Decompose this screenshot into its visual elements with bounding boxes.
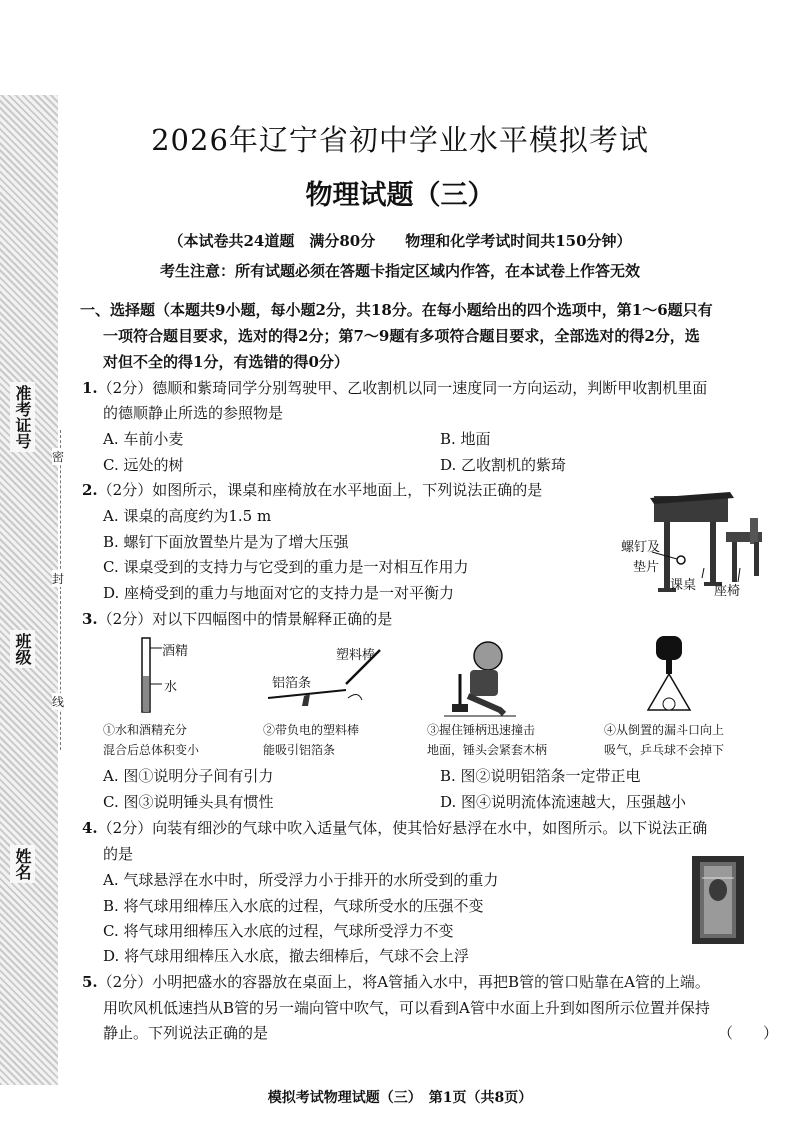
screw-label-line1: 螺钉及 [621, 540, 661, 555]
section-heading-line3: 对但不全的得1分，有选错的得0分） [103, 353, 349, 371]
caption-2-line1: ②带负电的塑料棒 [263, 723, 360, 737]
balloon-in-water-figure [692, 856, 744, 944]
seal-mark-bottom: 线 [52, 695, 65, 709]
question-number: 1. [82, 379, 98, 397]
exam-notice: 考生注意：所有试题必须在答题卡指定区域内作答，在本试卷上作答无效 [159, 262, 640, 280]
question-stem: （2分）如图所示，课桌和座椅放在水平地面上，下列说法正确的是 [97, 481, 543, 499]
question-stem: （2分）小明把盛水的容器放在桌面上，将A管插入水中，再把B管的管口贴靠在A管的上端。 [97, 973, 710, 991]
exam-subtitle: 物理试题（三） [305, 180, 495, 211]
option-2b: B. 螺钉下面放置垫片是为了增大压强 [103, 533, 349, 551]
class-label: 班级 [10, 630, 35, 668]
option-3c: C. 图③说明锤头具有惯性 [103, 793, 274, 811]
name-label: 姓名 [10, 845, 35, 883]
option-4b: B. 将气球用细棒压入水底的过程，气球所受水的压强不变 [103, 897, 484, 915]
question-5-stem-line2: 用吹风机低速挡从B管的另一端向管中吹气，可以看到A管中水面上升到如图所示位置并保持 [103, 999, 710, 1017]
caption-4-line1: ④从倒置的漏斗口向上 [604, 723, 725, 737]
option-2a: A. 课桌的高度约为1.5 m [103, 507, 272, 525]
alcohol-label: 酒精 [162, 644, 189, 659]
answer-bracket: （ ） [718, 1024, 779, 1042]
exam-number-label: 准考证号 [10, 382, 35, 452]
question-stem: （2分）德顺和紫琦同学分别驾驶甲、乙收割机以同一速度同一方向运动，判断甲收割机里面 [97, 379, 708, 397]
option-1d: D. 乙收割机的紫琦 [440, 456, 567, 474]
foil-label: 铝箔条 [272, 676, 312, 691]
caption-1-line2: 混合后总体积变小 [103, 743, 200, 757]
option-1b: B. 地面 [440, 430, 491, 448]
question-number: 4. [82, 819, 98, 837]
question-1 [82, 378, 707, 398]
option-3b: B. 图②说明铝箔条一定带正电 [440, 767, 641, 785]
question-3 [82, 609, 392, 629]
option-4a: A. 气球悬浮在水中时，所受浮力小于排开的水所受到的重力 [103, 871, 499, 889]
funnel-figure [640, 634, 700, 718]
option-1a: A. 车前小麦 [103, 430, 184, 448]
caption-3-line1: ③握住锤柄迅速撞击 [427, 723, 536, 737]
question-stem: （2分）对以下四幅图中的情景解释正确的是 [97, 610, 393, 628]
plastic-rod-label: 塑料棒 [336, 648, 376, 663]
section-heading-line2: 一项符合题目要求，选对的得2分；第7～9题有多项符合题目要求，全部选对的得2分，选 [103, 327, 700, 345]
exam-title: 2026年辽宁省初中学业水平模拟考试 [151, 123, 649, 157]
question-number: 5. [82, 973, 98, 991]
question-stem: （2分）向装有细沙的气球中吹入适量气体，使其恰好悬浮在水中，如图所示。以下说法正确 [97, 819, 708, 837]
option-4c: C. 将气球用细棒压入水底的过程，气球所受浮力不变 [103, 922, 454, 940]
section-heading-line1: 一、选择题（本题共9小题，每小题2分，共18分。在每小题给出的四个选项中，第1～6题只有 [80, 301, 713, 319]
option-2c: C. 课桌受到的支持力与它受到的重力是一对相互作用力 [103, 558, 469, 576]
option-4d: D. 将气球用细棒压入水底，撤去细棒后，气球不会上浮 [103, 947, 470, 965]
question-4-stem-line2: 的是 [103, 845, 134, 863]
water-label: 水 [164, 680, 178, 695]
exam-info: （本试卷共24道题 满分80分 物理和化学考试时间共150分钟） [168, 232, 632, 250]
seal-mark-top: 密 [52, 450, 65, 464]
desk-label: 课桌 [670, 578, 697, 593]
question-1-stem-line2: 的德顺静止所选的参照物是 [103, 404, 284, 422]
option-1c: C. 远处的树 [103, 456, 184, 474]
question-number: 2. [82, 481, 98, 499]
caption-4-line2: 吸气，乒乓球不会掉下 [604, 743, 725, 757]
question-4 [82, 818, 707, 838]
question-5 [82, 972, 710, 992]
chair-label: 座椅 [714, 584, 741, 599]
question-5-stem-line3: 静止。下列说法正确的是 [103, 1024, 269, 1042]
caption-3-line2: 地面，锤头会紧套木柄 [427, 743, 548, 757]
seal-mark-middle: 封 [52, 572, 65, 586]
option-2d: D. 座椅受到的重力与地面对它的支持力是一对平衡力 [103, 584, 455, 602]
option-3a: A. 图①说明分子间有引力 [103, 767, 274, 785]
caption-2-line2: 能吸引铝箔条 [263, 743, 336, 757]
question-number: 3. [82, 610, 98, 628]
page-footer: 模拟考试物理试题（三） 第1页（共8页） [267, 1090, 533, 1106]
question-2 [82, 480, 542, 500]
hammer-figure [440, 634, 520, 718]
option-3d: D. 图④说明流体流速越大，压强越小 [440, 793, 687, 811]
screw-label-line2: 垫片 [633, 560, 660, 575]
caption-1-line1: ①水和酒精充分 [103, 723, 188, 737]
